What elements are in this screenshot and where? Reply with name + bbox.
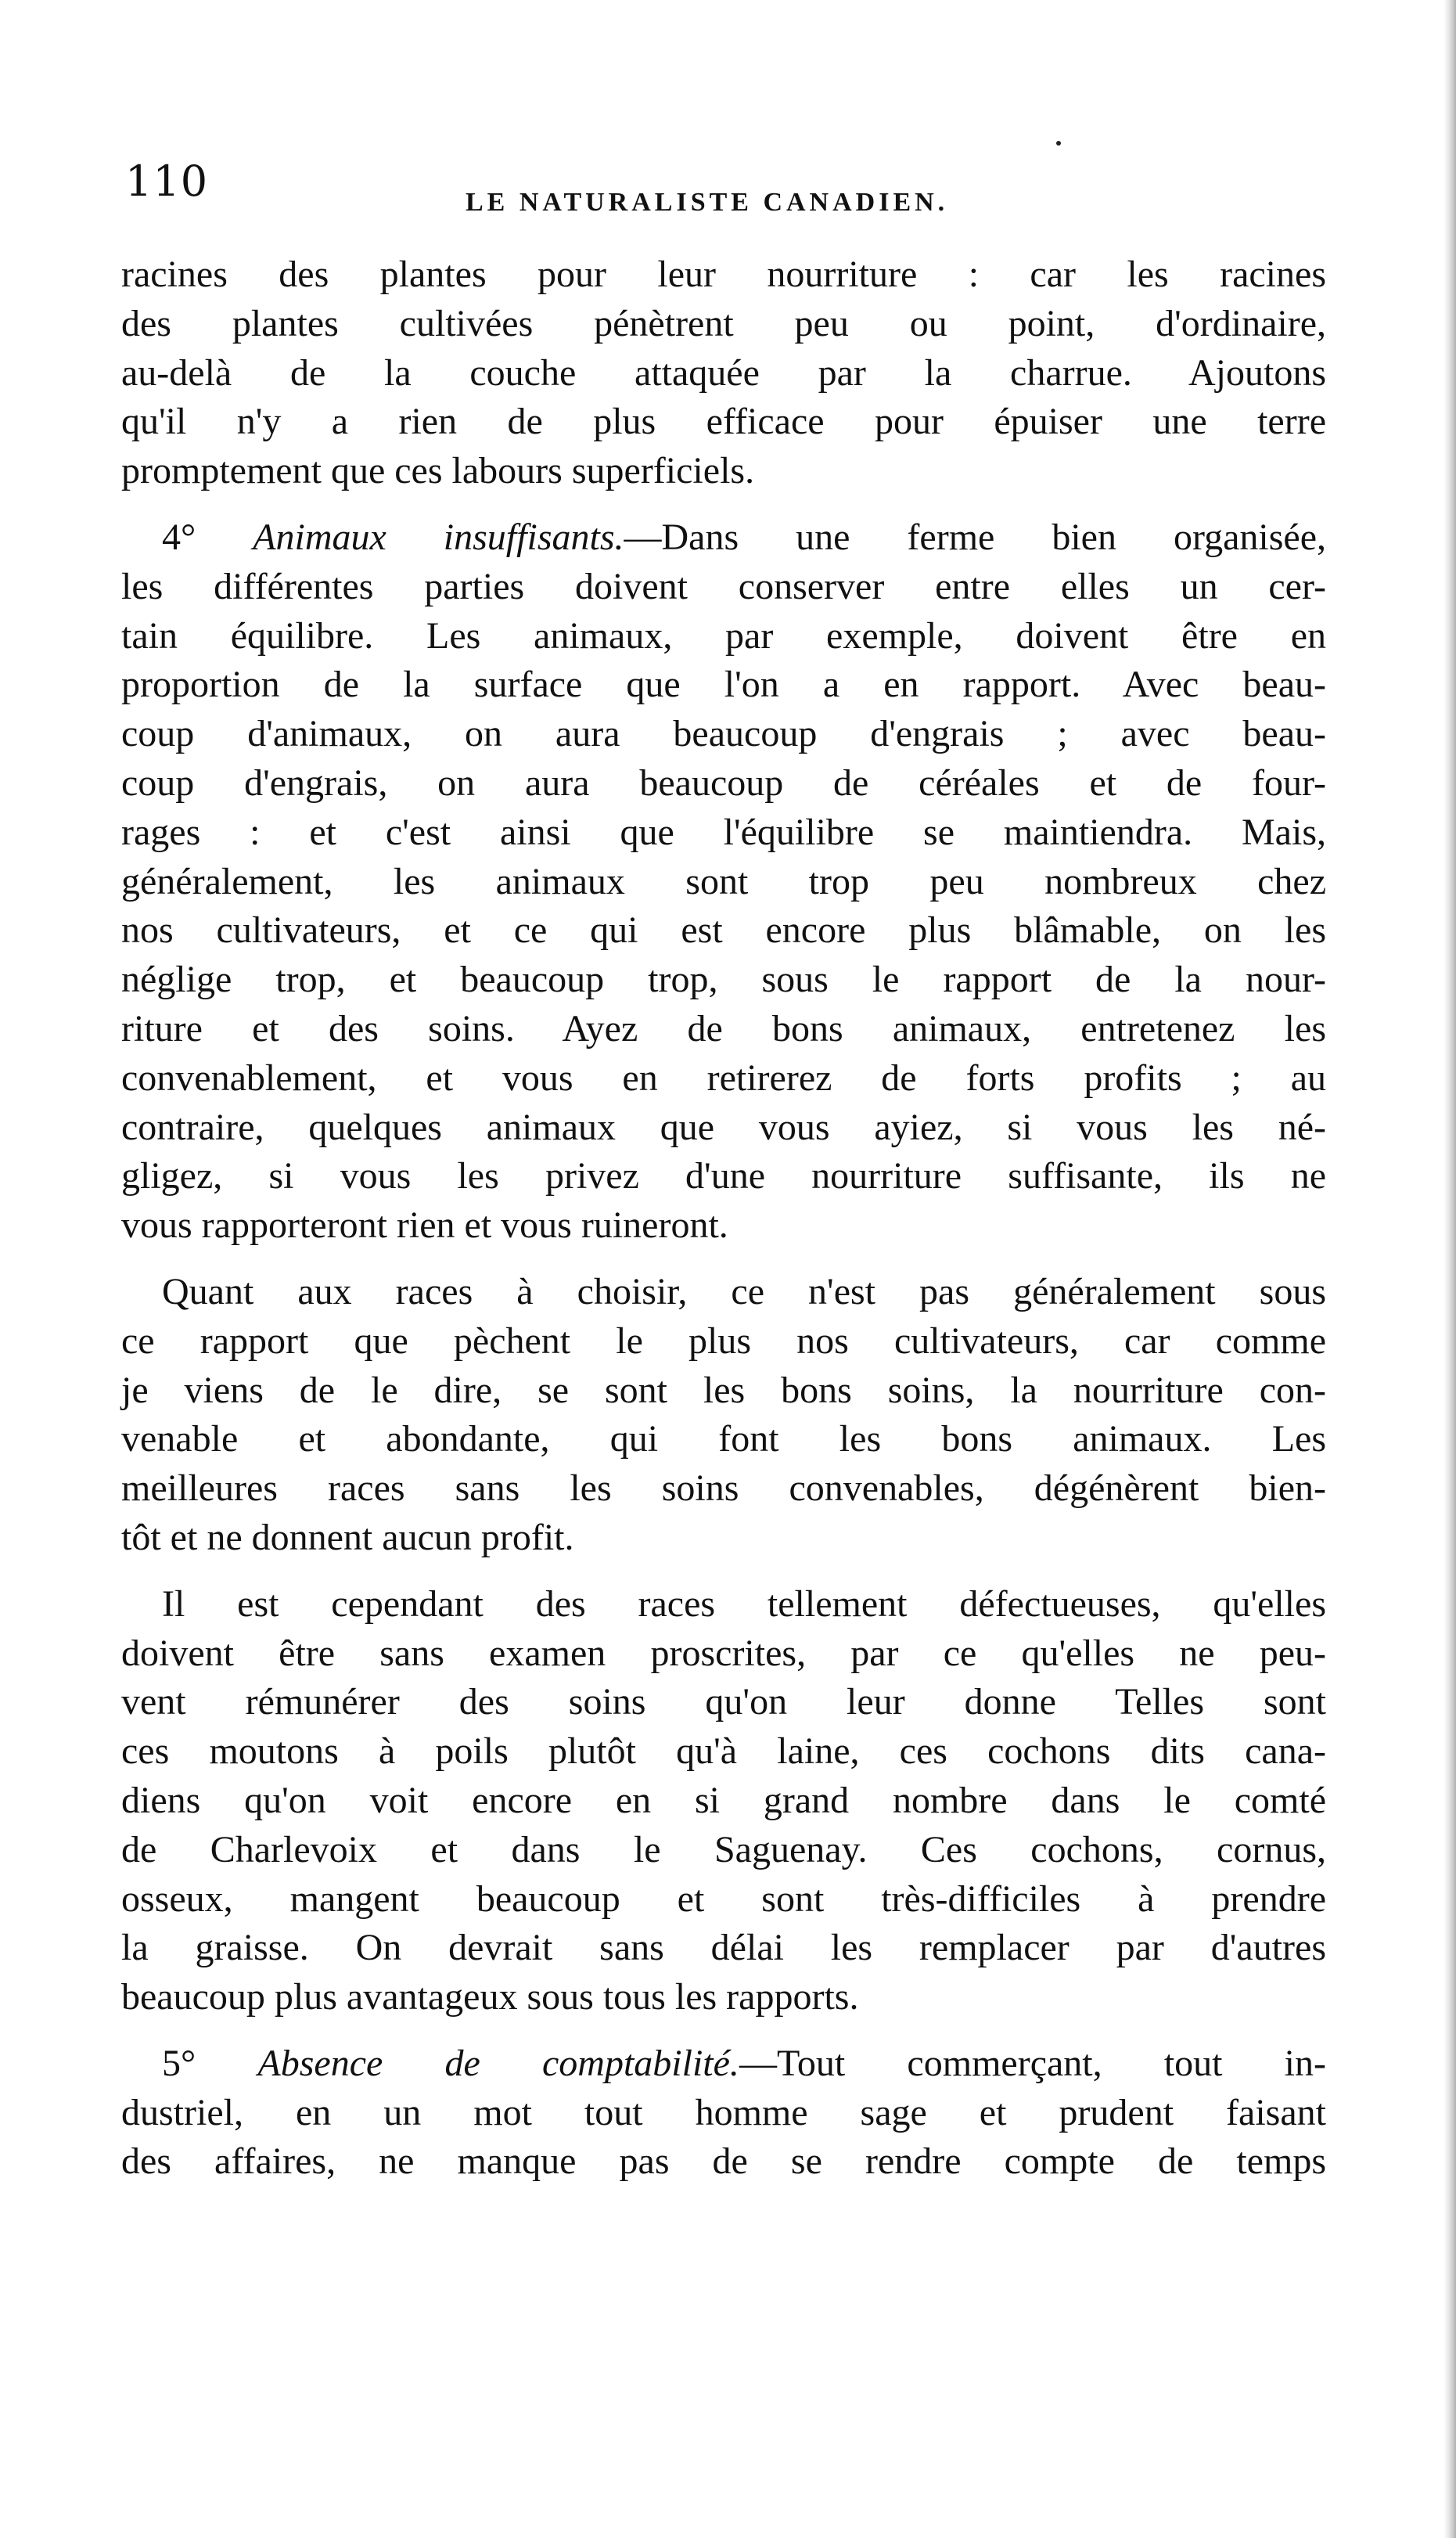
text-line: Quant aux races à choisir, ce n'est pas généralement sous [162,1270,1326,1312]
text-line: des plantes cultivées pénètrent peu ou point, d'ordinaire, [121,302,1326,344]
text-line: vous rapporteront rien et vous ruineront. [121,1204,728,1247]
text-line: nos cultivateurs, et ce qui est encore plus blâmable, on les [121,909,1326,952]
text-line: gligez, si vous les privez d'une nourriture suffisante, ils ne [121,1155,1326,1197]
text-line: vent rémunérer des soins qu'on leur donne Telles sont [121,1681,1326,1723]
text-line: tôt et ne donnent aucun profit. [121,1516,574,1558]
paragraph-3 [121,1268,1326,1563]
paragraph-2 [121,513,1326,1251]
text-line: au-delà de la couche attaquée par la charrue. Ajoutons [121,351,1326,394]
paragraph-4 [121,1580,1326,2022]
text-line: meilleures races sans les soins convenables, dégénèrent bien- [121,1467,1326,1510]
page-number: 110 [125,157,209,206]
text-line: proportion de la surface que l'on a en rapport. Avec beau- [121,664,1326,706]
text-line: ce rapport que pèchent le plus nos cultivateurs, car comme [121,1319,1326,1362]
text-line: osseux, mangent beaucoup et sont très-difficiles à prendre [121,1877,1326,1920]
body-text [121,250,1326,2187]
text-line: des affaires, ne manque pas de se rendre compte de temps [121,2140,1326,2183]
section-title: Animaux insuffisants. [253,516,624,558]
text-line: rages : et c'est ainsi que l'équilibre se maintiendra. Mais, [121,811,1326,853]
section-heading-line [121,513,1326,563]
section-title: Absence de comptabilité. [257,2042,739,2084]
running-head: LE NATURALISTE CANADIEN. [466,188,949,217]
section-first-line-text: —Dans une ferme bien organisée, [624,516,1326,558]
text-line: racines des plantes pour leur nourriture : car les racines [121,254,1326,295]
text-line: les différentes parties doivent conserver entre elles un cer- [121,565,1326,607]
paragraph-5 [121,2039,1326,2187]
text-line: diens qu'on voit encore en si grand nombre dans le comté [121,1779,1326,1821]
text-line: riture et des soins. Ayez de bons animaux, entretenez les [121,1007,1326,1049]
text-line: doivent être sans examen proscrites, par ce qu'elles ne peu- [121,1632,1326,1674]
text-line: tain équilibre. Les animaux, par exemple, doivent être en [121,614,1326,657]
text-line: dustriel, en un mot tout homme sage et prudent faisant [121,2091,1326,2133]
section-number: 5° [162,2042,196,2084]
text-line: je viens de le dire, se sont les bons soins, la nourriture con- [121,1369,1326,1411]
text-line: venable et abondante, qui font les bons animaux. Les [121,1418,1326,1460]
text-line: coup d'engrais, on aura beaucoup de céréales et de four- [121,761,1326,804]
ink-speck [1056,141,1061,146]
text-line: promptement que ces labours superficiels. [121,450,755,492]
paragraph-1 [121,250,1326,496]
text-line: ces moutons à poils plutôt qu'à laine, ces cochons dits cana- [121,1730,1326,1773]
section-heading-line [121,2039,1326,2089]
text-line: généralement, les animaux sont trop peu nombreux chez [121,860,1326,902]
text-line: convenablement, et vous en retirerez de forts profits ; au [121,1057,1326,1099]
text-line: beaucoup plus avantageux sous tous les rapports. [121,1976,859,2018]
text-line: coup d'animaux, on aura beaucoup d'engrais ; avec beau- [121,713,1326,755]
text-line: contraire, quelques animaux que vous ayiez, si vous les né- [121,1106,1326,1148]
text-line: de Charlevoix et dans le Saguenay. Ces cochons, cornus, [121,1828,1326,1870]
section-number: 4° [162,516,196,558]
text-line: néglige trop, et beaucoup trop, sous le rapport de la nour- [121,959,1326,1001]
section-first-line-text: —Tout commerçant, tout in- [739,2042,1326,2084]
text-line: Il est cependant des races tellement défectueuses, qu'elles [162,1582,1326,1625]
text-line: la graisse. On devrait sans délai les remplacer par d'autres [121,1927,1326,1969]
page-edge-shadow [1443,0,1456,2538]
text-line: qu'il n'y a rien de plus efficace pour épuiser une terre [121,401,1326,443]
